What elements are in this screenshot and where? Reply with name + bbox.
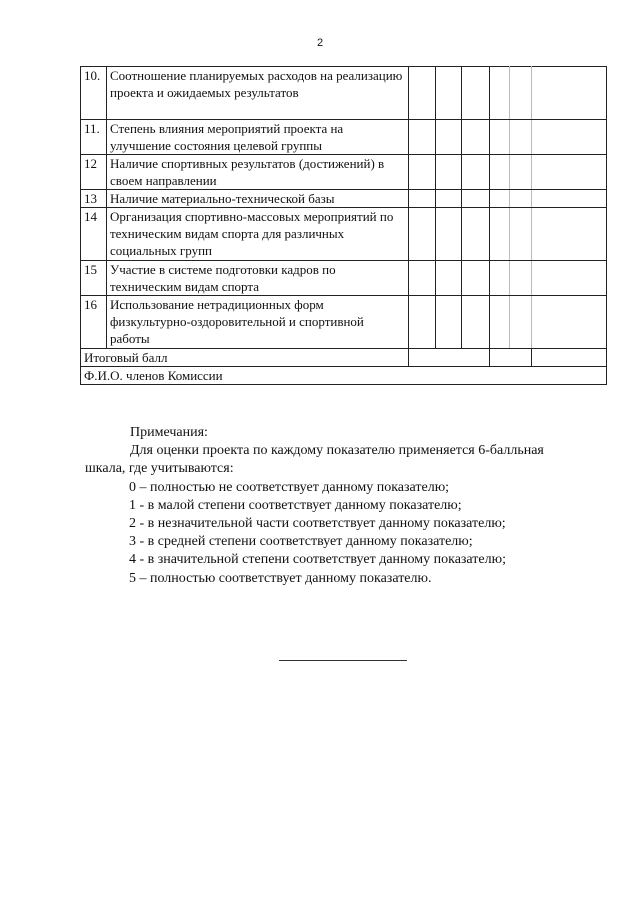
total-score-cell — [532, 349, 607, 367]
total-row — [81, 349, 607, 367]
criterion-row — [81, 67, 607, 120]
commission-row — [81, 367, 607, 385]
notes-intro-continued: шкала, где учитываются: — [85, 461, 234, 477]
score-cell — [436, 120, 462, 155]
score-cell — [436, 67, 462, 120]
score-cell — [510, 261, 532, 296]
score-cell — [436, 190, 462, 208]
criterion-row — [81, 261, 607, 296]
score-cell — [409, 261, 436, 296]
total-score-cell — [409, 349, 490, 367]
criterion-text: Наличие материально-технической базы — [107, 190, 409, 208]
score-cell — [532, 120, 607, 155]
scale-item: 5 – полностью соответствует данному показателю. — [129, 570, 432, 586]
scale-item: 0 – полностью не соответствует данному показателю; — [129, 479, 450, 495]
notes-intro: Для оценки проекта по каждому показателю применяется 6-балльная — [130, 443, 544, 459]
score-cell — [436, 155, 462, 190]
criterion-row — [81, 120, 607, 155]
score-cell — [532, 67, 607, 120]
criterion-row — [81, 208, 607, 261]
score-cell — [490, 120, 510, 155]
score-cell — [510, 67, 532, 120]
score-cell — [532, 261, 607, 296]
total-score-cell — [490, 349, 532, 367]
score-cell — [409, 296, 436, 349]
score-cell — [510, 120, 532, 155]
score-cell — [436, 208, 462, 261]
criterion-text: Организация спортивно-массовых мероприятий по техническим видам спорта для различных социальных групп — [107, 208, 409, 261]
criterion-number: 13 — [81, 190, 107, 208]
score-cell — [510, 296, 532, 349]
score-cell — [462, 296, 490, 349]
score-cell — [462, 155, 490, 190]
score-cell — [409, 120, 436, 155]
total-label: Итоговый балл — [81, 349, 409, 367]
score-cell — [532, 296, 607, 349]
signature-line — [279, 660, 407, 661]
criterion-text: Соотношение планируемых расходов на реализацию проекта и ожидаемых результатов — [107, 67, 409, 120]
criterion-number: 10. — [81, 67, 107, 120]
scale-item: 2 - в незначительной части соответствует данному показателю; — [129, 516, 506, 532]
score-cell — [462, 120, 490, 155]
score-cell — [436, 261, 462, 296]
scale-item: 3 - в средней степени соответствует данному показателю; — [129, 534, 473, 550]
criterion-text: Участие в системе подготовки кадров по техническим видам спорта — [107, 261, 409, 296]
score-cell — [532, 208, 607, 261]
criterion-row — [81, 190, 607, 208]
score-cell — [490, 67, 510, 120]
score-cell — [490, 208, 510, 261]
score-cell — [409, 190, 436, 208]
score-cell — [490, 296, 510, 349]
criterion-number: 14 — [81, 208, 107, 261]
criterion-row — [81, 296, 607, 349]
score-cell — [490, 155, 510, 190]
score-cell — [462, 261, 490, 296]
page-number: 2 — [316, 37, 324, 49]
criterion-text: Степень влияния мероприятий проекта на улучшение состояния целевой группы — [107, 120, 409, 155]
score-cell — [510, 208, 532, 261]
criterion-row — [81, 155, 607, 190]
criterion-number: 16 — [81, 296, 107, 349]
score-cell — [462, 190, 490, 208]
score-cell — [510, 190, 532, 208]
criterion-text: Использование нетрадиционных форм физкультурно-оздоровительной и спортивной работы — [107, 296, 409, 349]
scale-item: 4 - в значительной степени соответствует данному показателю; — [129, 552, 506, 568]
score-cell — [490, 261, 510, 296]
commission-label: Ф.И.О. членов Комиссии — [81, 367, 607, 385]
score-cell — [532, 155, 607, 190]
score-cell — [510, 155, 532, 190]
score-cell — [532, 190, 607, 208]
criterion-text: Наличие спортивных результатов (достижений) в своем направлении — [107, 155, 409, 190]
scale-item: 1 - в малой степени соответствует данному показателю; — [129, 497, 462, 513]
score-cell — [409, 67, 436, 120]
score-cell — [462, 67, 490, 120]
criterion-number: 15 — [81, 261, 107, 296]
evaluation-table — [80, 66, 607, 385]
score-cell — [462, 208, 490, 261]
score-cell — [436, 296, 462, 349]
criterion-number: 12 — [81, 155, 107, 190]
notes-section — [85, 424, 588, 588]
criterion-number: 11. — [81, 120, 107, 155]
notes-title: Примечания: — [130, 425, 208, 440]
score-cell — [409, 208, 436, 261]
score-cell — [490, 190, 510, 208]
score-cell — [409, 155, 436, 190]
